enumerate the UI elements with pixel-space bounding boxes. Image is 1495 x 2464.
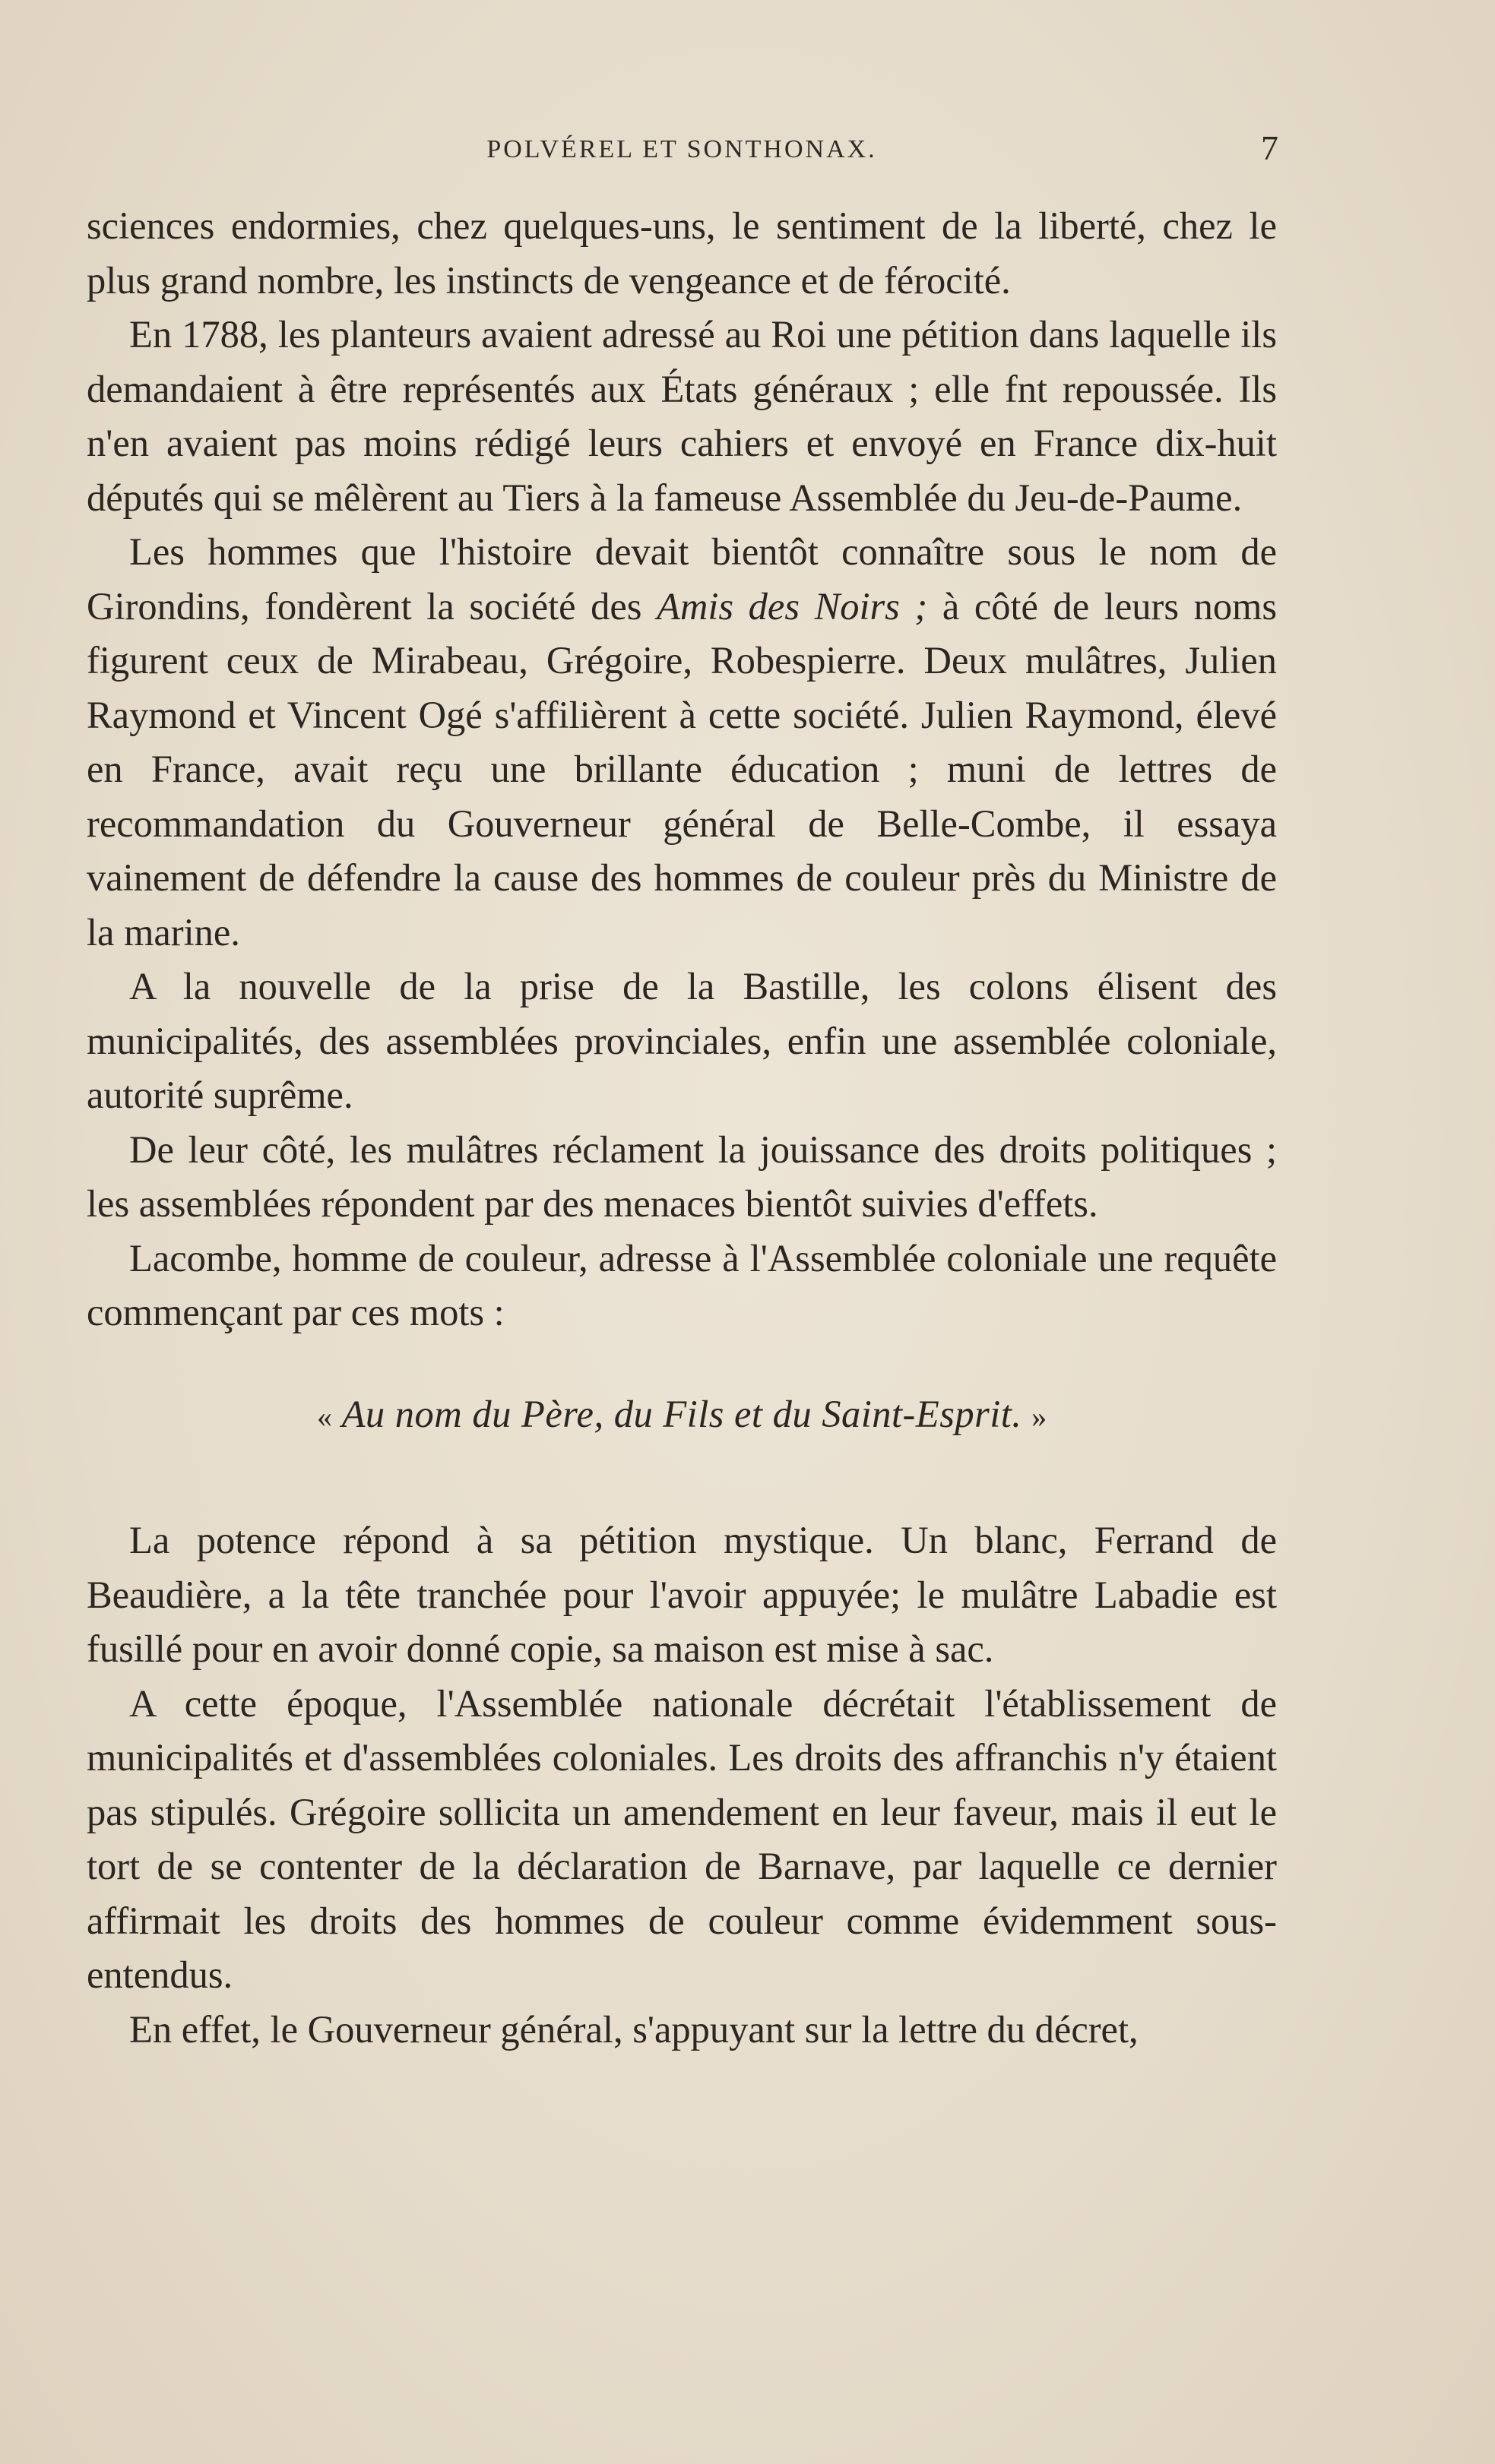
- italic-title: Amis des Noirs ;: [657, 584, 928, 628]
- page-header: [85, 128, 1278, 173]
- paragraph: La potence répond à sa pétition mystique. Un blanc, Ferrand de Beaudière, a la tête tranchée pour l'avoir appuyée; le mulâtre Labadie est fusillé pour en avoir donné copie, sa maison est mise à sac.: [87, 1519, 1277, 1670]
- body-text: [87, 199, 1277, 2057]
- paragraph: Lacombe, homme de couleur, adresse à l'Assemblée coloniale une requête commençant par ces mots :: [87, 1236, 1277, 1333]
- quote-open-mark: «: [316, 1399, 332, 1434]
- paragraph: [87, 525, 1277, 960]
- quote-close-mark: »: [1031, 1399, 1047, 1434]
- paragraph: En effet, le Gouverneur général, s'appuyant sur la lettre du décret,: [129, 2007, 1139, 2051]
- paragraph-text: à côté de leurs noms figurent ceux de Mirabeau, Grégoire, Robespierre. Deux mulâtres, Julien Raymond et Vincent Ogé s'affilièrent à cette société. Julien Raymond, élevé en France, avait reçu une brillante éducation ; muni de lettres de recommandation du Gouverneur général de Belle-Combe, il essaya vainement de défendre la cause des hommes de couleur près du Ministre de la marine.: [87, 584, 1277, 954]
- block-quote: [87, 1387, 1277, 1444]
- page-number: 7: [1261, 128, 1278, 167]
- paragraph: sciences endormies, chez quelques-uns, le sentiment de la liberté, chez le plus grand nombre, les instincts de vengeance et de férocité.: [87, 204, 1277, 302]
- paragraph-text: Les hommes que l'histoire devait bientôt connaître sous le nom de Girondins, fondèrent la société des: [87, 530, 1277, 628]
- running-title: POLVÉREL ET SONTHONAX.: [486, 135, 877, 163]
- quote-text: Au nom du Père, du Fils et du Saint-Esprit.: [341, 1392, 1022, 1435]
- paragraph: En 1788, les planteurs avaient adressé au Roi une pétition dans laquelle ils demandaient à être représentés aux États généraux ; elle fnt repoussée. Ils n'en avaient pas moins rédigé leurs cahiers et envoyé en France dix-huit députés qui se mêlèrent au Tiers à la fameuse Assemblée du Jeu-de-Paume.: [87, 313, 1277, 519]
- paragraph: A la nouvelle de la prise de la Bastille, les colons élisent des municipalités, des assemblées provinciales, enfin une assemblée coloniale, autorité suprême.: [87, 965, 1277, 1116]
- paragraph: A cette époque, l'Assemblée nationale décrétait l'établissement de municipalités et d'assemblées coloniales. Les droits des affranchis n'y étaient pas stipulés. Grégoire sollicita un amendement en leur faveur, mais il eut le tort de se contenter de la déclaration de Barnave, par laquelle ce dernier affirmait les droits des hommes de couleur comme évidemment sous-entendus.: [87, 1681, 1277, 1996]
- paragraph: De leur côté, les mulâtres réclament la jouissance des droits politiques ; les assemblées répondent par des menaces bientôt suivies d'effets.: [87, 1128, 1277, 1225]
